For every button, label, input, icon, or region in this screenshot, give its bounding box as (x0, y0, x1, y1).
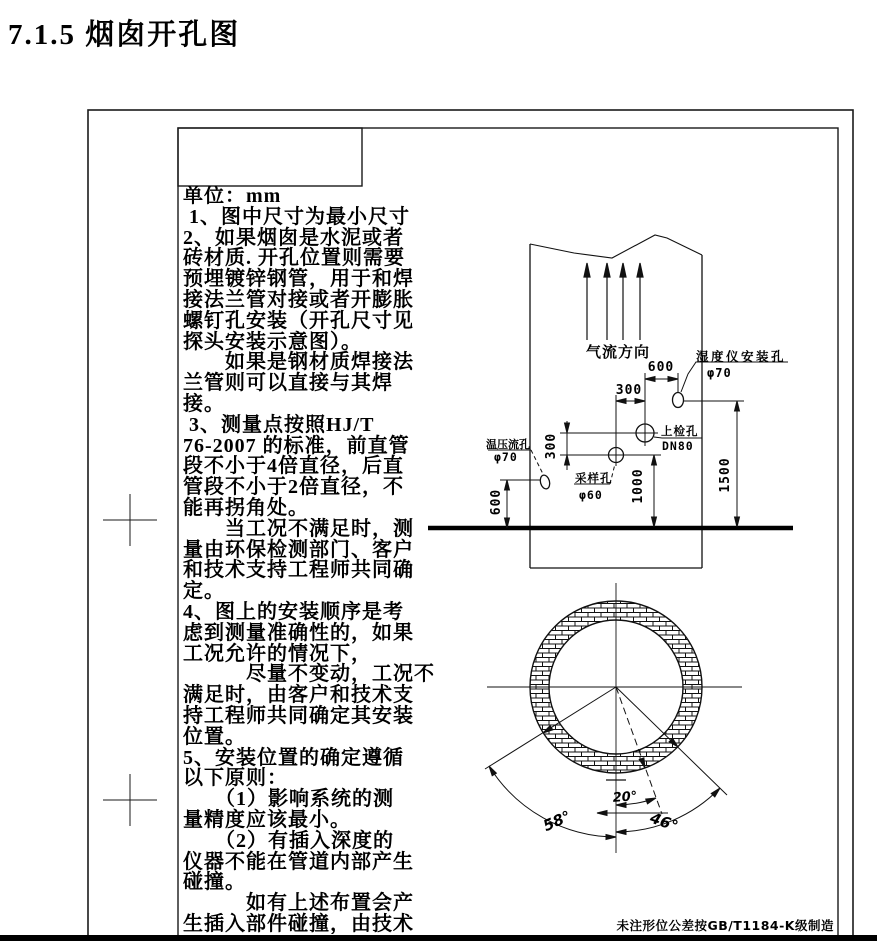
upper-hole-label: 上检孔 (661, 424, 699, 438)
dim-1000-right: 1000 (631, 468, 646, 504)
note-line: 探头安装示意图）。 (183, 330, 362, 353)
dim-600-left: 600 (489, 488, 504, 516)
airflow-direction-label: 气流方向 (586, 345, 651, 361)
installation-notes (183, 186, 445, 934)
note-line: 和技术支持工程师共同确 (183, 559, 414, 582)
angle-20-label: 20° (612, 789, 638, 806)
note-line: 76-2007 的标准，前直管 (183, 434, 410, 457)
note-line: 兰管则可以直接与其焊 (183, 372, 393, 395)
note-line: （2）有插入深度的 (183, 829, 394, 852)
airflow-arrows (584, 263, 643, 340)
sampling-hole-size: φ60 (579, 488, 603, 502)
sampling-hole-label: 采样孔 (575, 471, 613, 485)
note-line: 定。 (183, 580, 225, 603)
note-line: 虑到测量准确性的，如果 (183, 621, 414, 644)
humidity-hole-label: 湿度仪安装孔 (696, 349, 787, 364)
note-line: 碰撞。 (183, 871, 246, 894)
note-line: 当工况不满足时，测 (183, 517, 414, 540)
note-line: 如有上述布置会产 (183, 892, 414, 915)
note-line: 3、测量点按照HJ/T (183, 413, 375, 436)
note-line: 如果是钢材质焊接法 (183, 351, 414, 374)
note-line: 能再拐角处。 (183, 496, 309, 519)
note-line: 2、如果烟囱是水泥或者 (183, 226, 404, 249)
note-line: 以下原则： (183, 767, 288, 790)
note-line: 段不小于4倍直径，后直 (183, 455, 404, 478)
dim-1500-right: 1500 (718, 457, 733, 493)
note-line: 量由环保检测部门、客户 (183, 538, 414, 561)
tpf-hole-size: φ70 (494, 450, 518, 464)
note-line: 螺钉孔安装（开孔尺寸见 (183, 309, 414, 332)
title-block-box (178, 128, 362, 186)
dim-300-top: 300 (615, 383, 643, 398)
note-line: 砖材质. 开孔位置则需要 (183, 247, 405, 270)
note-line: 4、图上的安装顺序是考 (183, 600, 404, 623)
note-line: 量精度应该最小。 (183, 808, 351, 831)
note-line: 接。 (183, 392, 225, 415)
note-line: 位置。 (183, 725, 246, 748)
note-line: 仪器不能在管道内部产生 (183, 850, 414, 873)
note-line: 尽量不变动，工况不 (183, 663, 435, 686)
section-title: 7.1.5 烟囱开孔图 (8, 19, 241, 51)
upper-hole-size: DN80 (662, 439, 694, 453)
note-line: 单位：mm (183, 186, 282, 207)
note-line: 生插入部件碰撞，由技术 (183, 912, 414, 934)
humidity-hole (673, 393, 684, 408)
humidity-hole-size: φ70 (707, 366, 732, 380)
dim-300-vertical: 300 (544, 432, 559, 460)
tolerance-note: 未注形位公差按GB/T1184-K级制造 (616, 918, 834, 933)
angle-58-label: 58° (540, 807, 574, 835)
dim-600-top: 600 (647, 360, 675, 375)
note-line: 预埋镀锌钢管，用于和焊 (183, 268, 414, 291)
registration-cross-marks (103, 494, 157, 826)
page-bottom-edge (0, 935, 877, 941)
note-line: 满足时，由客户和技术支 (183, 684, 414, 707)
tpf-hole-label: 温压流孔 (486, 438, 530, 451)
note-line: 接法兰管对接或者开膨胀 (183, 288, 414, 311)
note-line: 工况允许的情况下， (183, 642, 372, 665)
note-line: 管段不小于2倍直径，不 (183, 476, 404, 499)
tpf-hole (539, 474, 551, 490)
note-line: （1）影响系统的测 (183, 788, 394, 811)
note-line: 5、安装位置的确定遵循 (183, 746, 404, 769)
angle-46-label: 46° (647, 808, 681, 836)
note-line: 持工程师共同确定其安装 (183, 704, 414, 727)
note-line: 1、图中尺寸为最小尺寸 (183, 205, 410, 228)
